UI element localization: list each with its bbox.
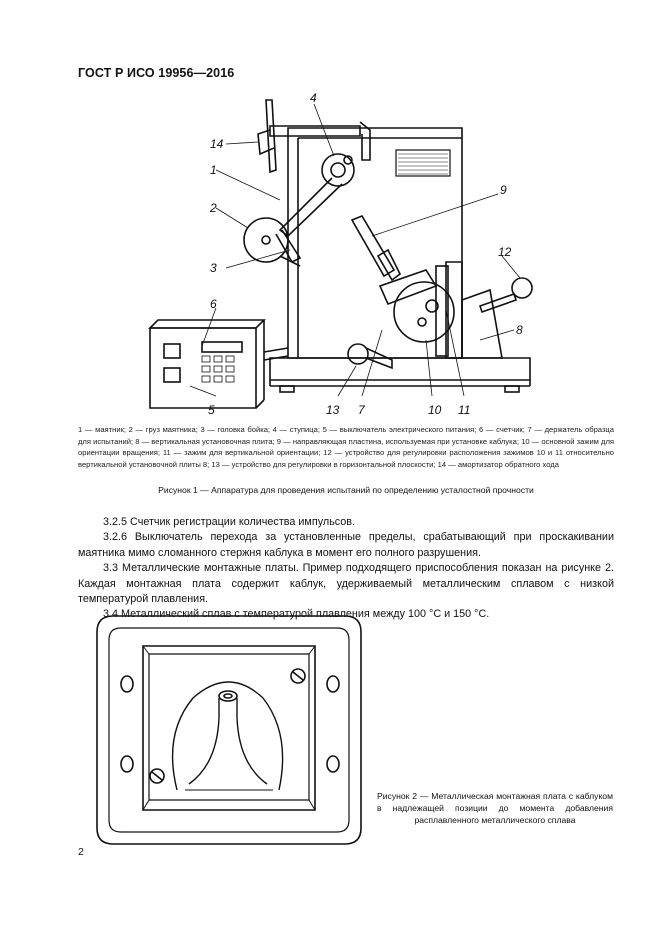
callout-10: 10: [428, 403, 442, 417]
callout-11: 11: [458, 403, 471, 417]
figure-1-legend: [78, 424, 614, 470]
paragraph-3-4: 3.4 Металлический сплав с температурой плавления между 100 °С и 150 °С.: [103, 608, 490, 621]
callout-6: 6: [210, 297, 217, 311]
paragraph-3-2-5: 3.2.5 Счетчик регистрации количества импульсов.: [103, 516, 356, 528]
callout-1: 1: [210, 163, 217, 177]
callout-8: 8: [516, 323, 523, 337]
callout-7: 7: [358, 403, 365, 417]
callout-13: 13: [326, 403, 340, 417]
figure-2-mounting-plate-drawing: [93, 614, 365, 850]
figure-2-caption: Рисунок 2 — Металлическая монтажная плата с каблуком в надлежащей позиции до момента добавления расплавленного металлического сплава: [377, 791, 613, 825]
paragraph-3-3: 3.3 Металлические монтажные платы. Пример подходящего приспособления показан на рисунке 2. Каждая монтажная плата содержит каблук, удерживаемый металлическим сплавом с низкой температурой плавления.: [78, 562, 614, 606]
paragraph-3-2-6: 3.2.6 Выключатель перехода за установленные пределы, срабатывающий при проскакивании маятника мимо сломанного стержня каблука в момент его полного разрушения.: [78, 531, 614, 559]
callout-14: 14: [210, 137, 224, 151]
figure-1-apparatus-drawing: [130, 90, 560, 420]
callout-4: 4: [310, 91, 317, 105]
figure-1-caption: Рисунок 1 — Аппаратура для проведения испытаний по определению усталостной прочности: [158, 485, 534, 495]
body-text: [78, 515, 614, 623]
legend-text: 1 — маятник; 2 — груз маятника; 3 — головка бойка; 4 — ступица; 5 — выключатель электрического питания; 6 — счетчик; 7 — держатель образца для испытаний; 8 — вертикальная установочная плита; 9 — направляющая пластина, используемая при установке каблука; 10 — основной зажим для ориентации вращения; 11 — зажим для вертикальной ориентации; 12 — устройство для регулировки расположения зажимов 10 и 11 относительно вертикальной установочной плиты 8; 13 — устройство для регулировки в горизонтальной плоскости; 14 — амортизатор обратного хода: [78, 425, 614, 469]
callout-5: 5: [208, 403, 215, 417]
callout-3: 3: [210, 261, 217, 275]
page-number: 2: [78, 846, 84, 858]
callout-2: 2: [210, 201, 217, 215]
callout-12: 12: [498, 245, 512, 259]
callout-9: 9: [500, 183, 507, 197]
document-header: ГОСТ Р ИСО 19956—2016: [78, 66, 235, 80]
